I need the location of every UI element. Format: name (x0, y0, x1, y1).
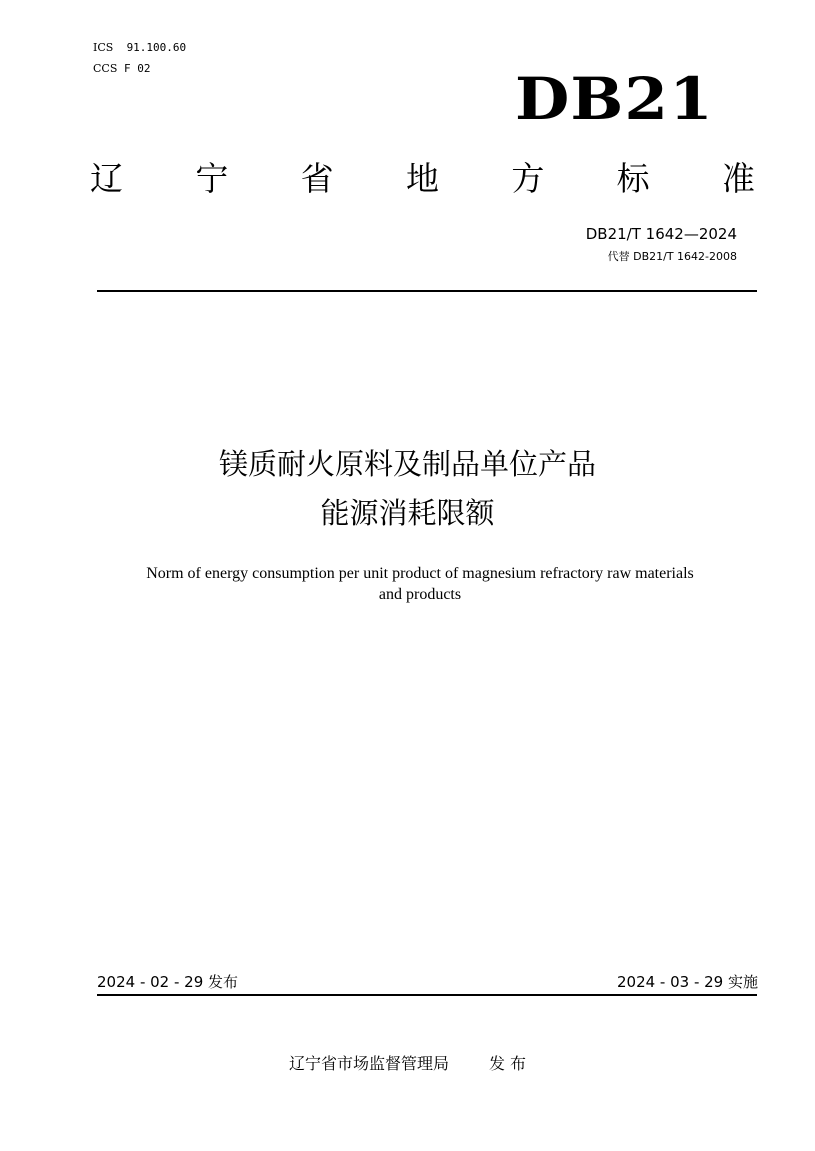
ics-label: ICS (93, 41, 114, 54)
publisher-name: 辽宁省市场监督管理局 (288, 1054, 449, 1073)
standard-type-char: 辽 (90, 159, 123, 198)
standard-type-char: 标 (616, 159, 650, 198)
ccs-code (93, 62, 151, 76)
replaces-standard: 代替 DB21/T 1642-2008 (607, 250, 737, 263)
standard-type-char: 准 (721, 159, 755, 198)
title-en-line1: Norm of energy consumption per unit product of magnesium refractory raw materials (146, 565, 694, 582)
footer-divider (97, 994, 757, 996)
standard-number: DB21/T 1642—2024 (585, 225, 737, 243)
title-en-line2: and products (378, 586, 462, 603)
implementation-date: 2024 - 03 - 29 实施 (616, 973, 758, 991)
publisher (0, 1053, 815, 1075)
title-cn-line1: 镁质耐火原料及制品单位产品 (218, 447, 596, 481)
standard-type-char: 方 (511, 159, 545, 198)
standard-type-char: 省 (300, 159, 334, 198)
ccs-label: CCS (93, 62, 118, 75)
ccs-value: F 02 (124, 62, 151, 75)
publisher-action: 发 布 (488, 1054, 527, 1073)
db-logo: DB21 (515, 65, 714, 133)
standard-type-char: 宁 (195, 159, 229, 198)
standard-type-char: 地 (405, 159, 439, 198)
ics-code (93, 41, 186, 55)
ics-value: 91.100.60 (126, 41, 187, 54)
standard-type-heading (90, 157, 755, 201)
title-en (80, 563, 760, 605)
title-cn-line2: 能源消耗限额 (320, 496, 495, 530)
issue-date: 2024 - 02 - 29 发布 (97, 973, 239, 991)
header-divider (97, 290, 757, 292)
